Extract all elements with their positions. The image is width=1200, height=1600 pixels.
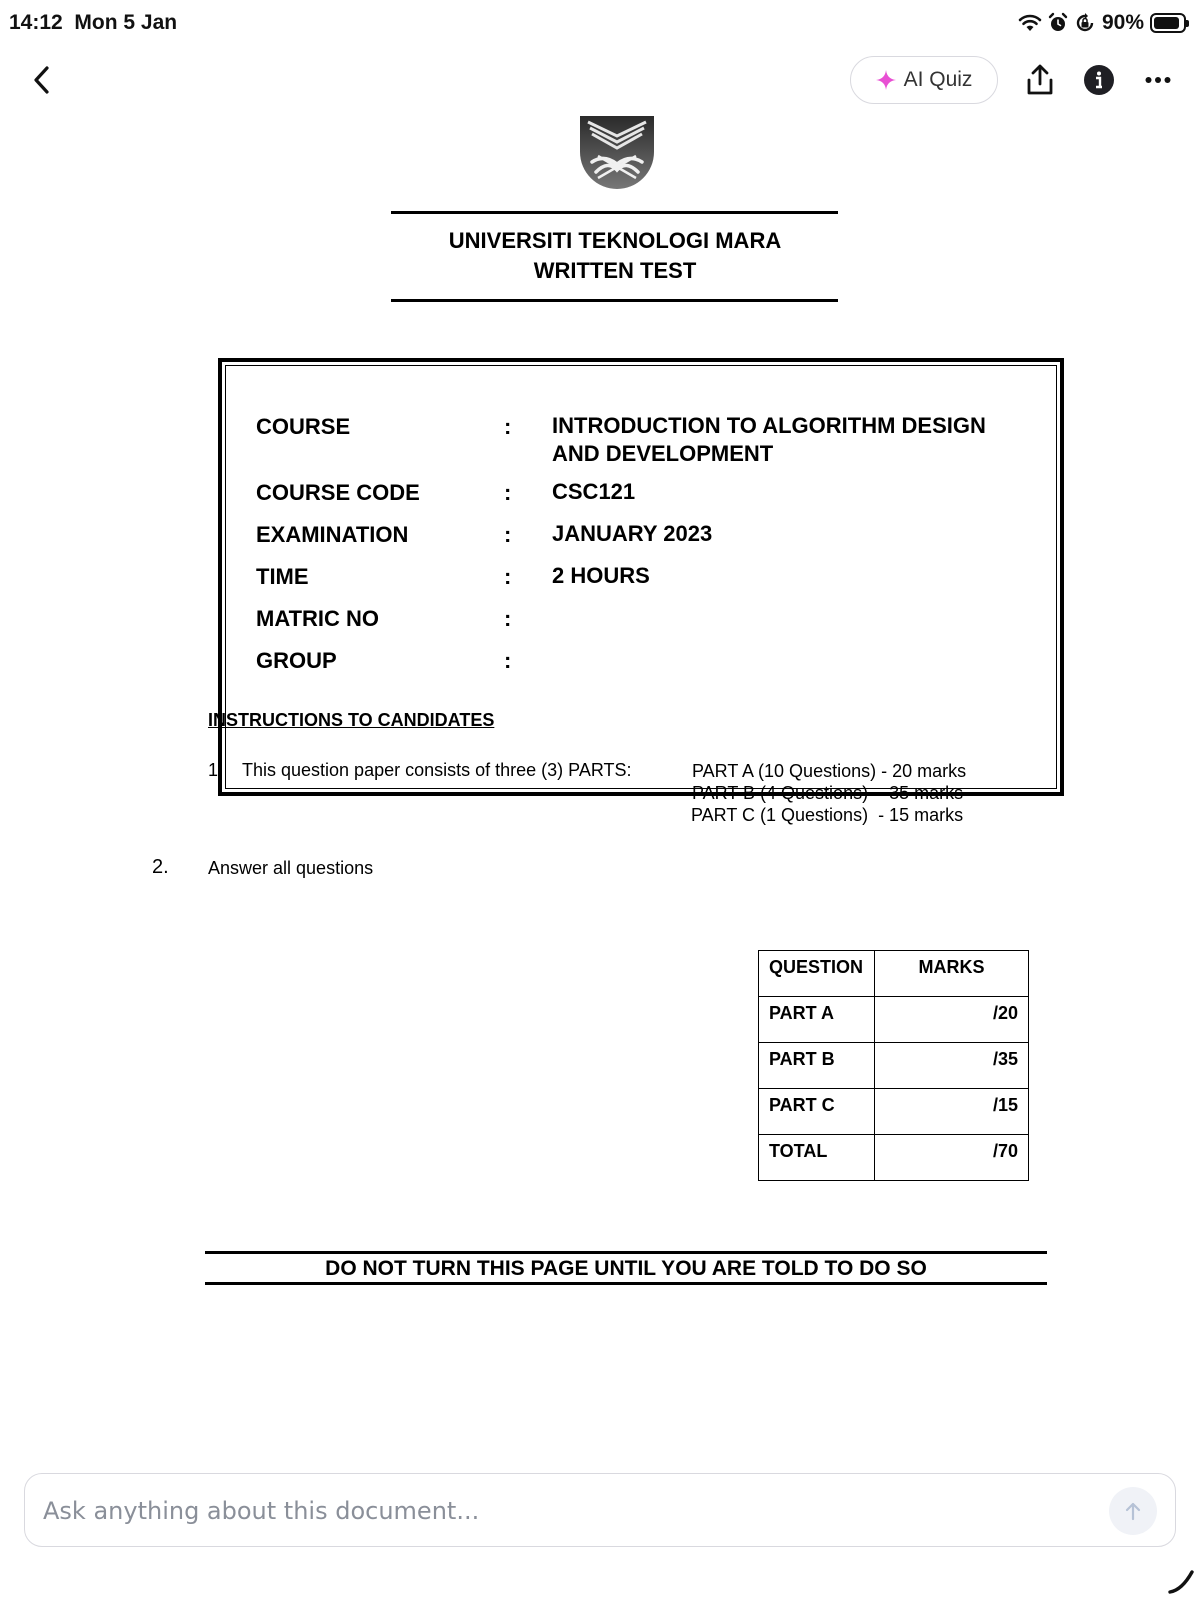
examination-label: EXAMINATION [256,522,409,547]
back-button[interactable] [24,60,60,100]
table-header-question: QUESTION [759,951,875,997]
document-title [390,226,840,286]
matric-no-label: MATRIC NO [256,606,380,631]
table-cell-question: TOTAL [759,1135,875,1181]
course-value-line2: AND DEVELOPMENT [552,441,774,466]
course-code-label: COURSE CODE [256,480,420,505]
table-header-marks: MARKS [875,951,1029,997]
info-icon [1084,65,1114,95]
time-value: 2 HOURS [552,563,650,588]
more-button[interactable] [1138,60,1178,100]
more-icon [1145,76,1171,84]
table-cell-question: PART C [759,1089,875,1135]
ask-input[interactable] [43,1494,1083,1528]
rotation-lock-icon [1074,12,1096,34]
colon: : [504,480,512,505]
battery-fill [1154,17,1179,29]
instructions-heading: INSTRUCTIONS TO CANDIDATES [208,710,495,730]
arrow-up-icon [1124,1501,1142,1521]
part-a-line: PART A (10 Questions) - 20 marks [692,761,967,781]
ai-quiz-label: AI Quiz [903,68,973,91]
chevron-left-icon [32,65,52,95]
table-row [759,1089,1029,1135]
instruction-1-number: 1. [208,760,224,780]
share-icon [1026,64,1054,96]
sparkle-icon [876,70,896,90]
warning-rule-bottom [205,1282,1047,1285]
colon: : [504,648,512,673]
status-indicators [1018,10,1186,36]
status-time [9,11,177,35]
table-row [759,997,1029,1043]
status-date: Mon 5 Jan [74,11,178,34]
table-row [759,1043,1029,1089]
course-code-value: CSC121 [552,479,636,504]
warning-rule-top [205,1251,1047,1254]
top-toolbar [0,52,1200,108]
battery-icon [1150,13,1186,33]
warning-text: DO NOT TURN THIS PAGE UNTIL YOU ARE TOLD TO DO SO [325,1257,927,1280]
marks-table [758,950,1029,1181]
table-cell-question: PART B [759,1043,875,1089]
table-cell-question: PART A [759,997,875,1043]
table-cell-marks: /15 [875,1089,1029,1135]
send-button[interactable] [1109,1487,1157,1535]
university-name: UNIVERSITI TEKNOLOGI MARA [448,228,782,253]
table-cell-marks: /20 [875,997,1029,1043]
document-page [0,110,1200,1470]
part-b-line: PART B (4 Questions) - 35 marks [692,783,964,803]
test-type: WRITTEN TEST [533,258,697,283]
table-cell-marks: /35 [875,1043,1029,1089]
uitm-logo [578,114,656,194]
instruction-2-number: 2. [152,856,169,878]
pencil-handle-icon[interactable] [1168,1566,1196,1594]
colon: : [504,522,512,547]
part-c-line: PART C (1 Questions) - 15 marks [691,805,964,825]
table-header-row [759,951,1029,997]
time-label: TIME [256,564,309,589]
instruction-1-text: This question paper consists of three (3) PARTS: [242,760,632,780]
course-value-line1: INTRODUCTION TO ALGORITHM DESIGN [552,413,986,438]
table-row [759,1135,1029,1181]
battery-percent: 90% [1101,11,1144,34]
wifi-icon [1018,13,1042,33]
colon: : [504,606,512,631]
colon: : [504,414,512,439]
parts-list [692,760,966,826]
status-bar [0,0,1200,46]
table-cell-marks: /70 [875,1135,1029,1181]
alarm-icon [1048,12,1068,34]
info-button[interactable] [1079,60,1119,100]
title-rule-bottom [391,299,838,302]
ask-bar [24,1473,1176,1547]
status-clock: 14:12 [9,11,63,34]
title-rule-top [391,211,838,214]
share-button[interactable] [1020,60,1060,100]
colon: : [504,564,512,589]
instruction-2-text: Answer all questions [208,858,374,878]
group-label: GROUP [256,648,337,673]
course-value [552,412,986,468]
examination-value: JANUARY 2023 [552,521,713,546]
course-label: COURSE [256,414,351,439]
ai-quiz-button[interactable] [850,56,998,104]
